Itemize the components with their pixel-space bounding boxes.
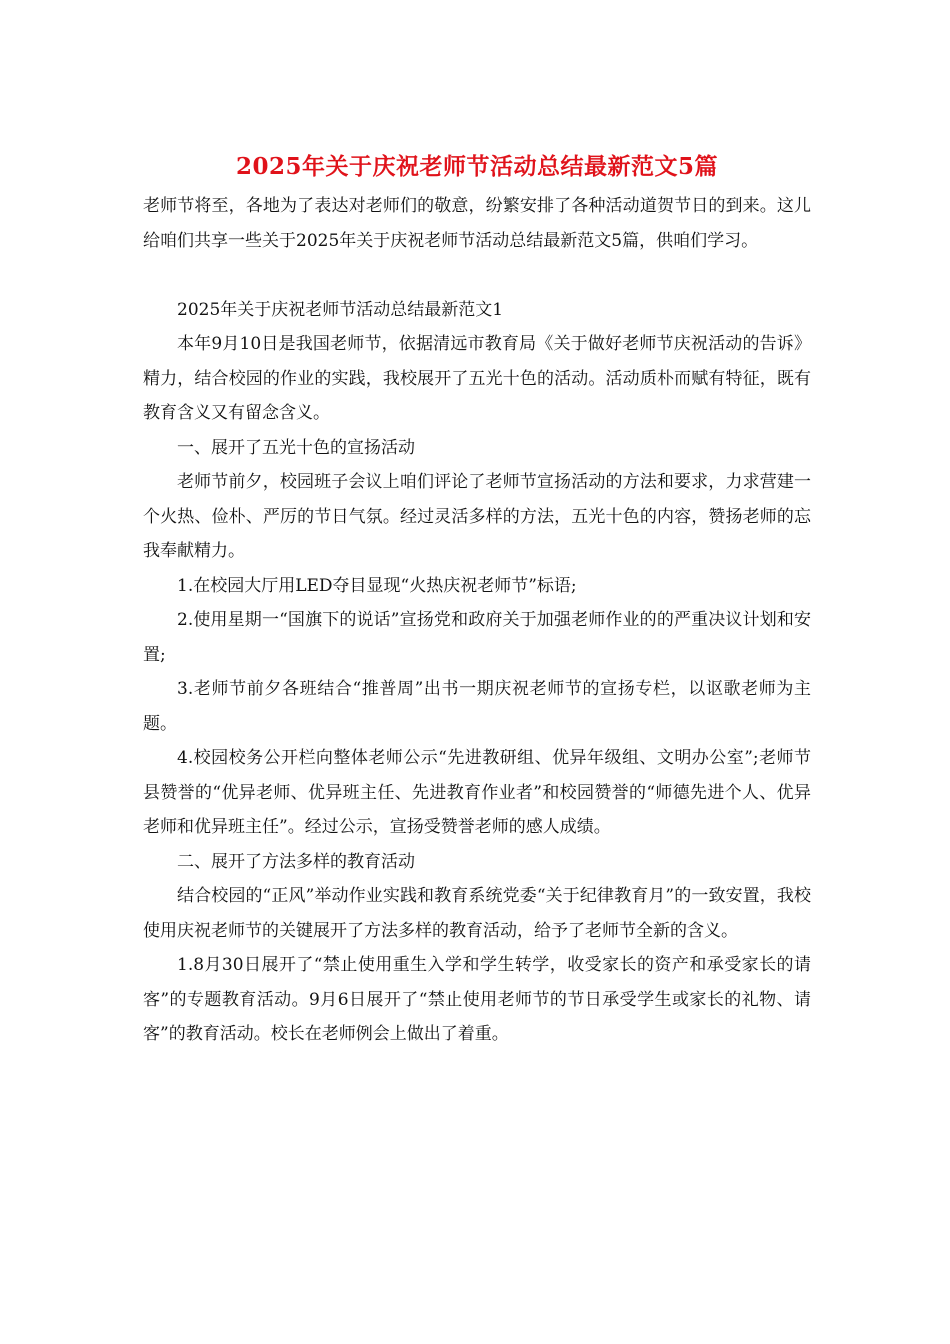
heading-1: 一、展开了五光十色的宣扬活动 bbox=[177, 437, 415, 458]
heading-2: 二、展开了方法多样的教育活动 bbox=[177, 851, 415, 872]
paragraph: 结合校园的“正风”举动作业实践和教育系统党委“关于纪律教育月”的一致安置，我校使用庆祝老师节的关键展开了方法多样的教育活动，给予了老师节全新的含义。 bbox=[143, 886, 811, 941]
paragraph: 本年9月10日是我国老师节，依据清远市教育局《关于做好老师节庆祝活动的告诉》精力，结合校园的作业的实践，我校展开了五光十色的活动。活动质朴而赋有特征，既有教育含义又有留念含义。 bbox=[143, 334, 811, 423]
document-page bbox=[143, 150, 811, 1052]
list-item: 1.在校园大厅用LED夺目显现“火热庆祝老师节”标语; bbox=[177, 575, 577, 596]
spacer bbox=[143, 258, 811, 293]
list-item: 4.校园校务公开栏向整体老师公示“先进教研组、优异年级组、文明办公室”;老师节县赞誉的“优异老师、优异班主任、先进教育作业者”和校园赞誉的“师德先进个人、优异老师和优异班主任”。经过公示，宣扬受赞誉老师的感人成绩。 bbox=[143, 748, 811, 837]
list-item: 3.老师节前夕各班结合“推普周”出书一期庆祝老师节的宣扬专栏，以讴歌老师为主题。 bbox=[143, 679, 811, 734]
section-title: 2025年关于庆祝老师节活动总结最新范文1 bbox=[177, 299, 504, 320]
intro-paragraph: 老师节将至，各地为了表达对老师们的敬意，纷繁安排了各种活动道贺节日的到来。这儿给咱们共享一些关于2025年关于庆祝老师节活动总结最新范文5篇，供咱们学习。 bbox=[143, 196, 811, 251]
document-title: 2025年关于庆祝老师节活动总结最新范文5篇 bbox=[235, 153, 719, 180]
list-item: 2.使用星期一“国旗下的说话”宣扬党和政府关于加强老师作业的的严重决议计划和安置; bbox=[143, 610, 811, 665]
paragraph: 老师节前夕，校园班子会议上咱们评论了老师节宣扬活动的方法和要求，力求营建一个火热、俭朴、严厉的节日气氛。经过灵活多样的方法，五光十色的内容，赞扬老师的忘我奉献精力。 bbox=[143, 472, 811, 561]
list-item: 1.8月30日展开了“禁止使用重生入学和学生转学，收受家长的资产和承受家长的请客”的专题教育活动。9月6日展开了“禁止使用老师节的节日承受学生或家长的礼物、请客”的教育活动。校长在老师例会上做出了着重。 bbox=[143, 955, 811, 1044]
